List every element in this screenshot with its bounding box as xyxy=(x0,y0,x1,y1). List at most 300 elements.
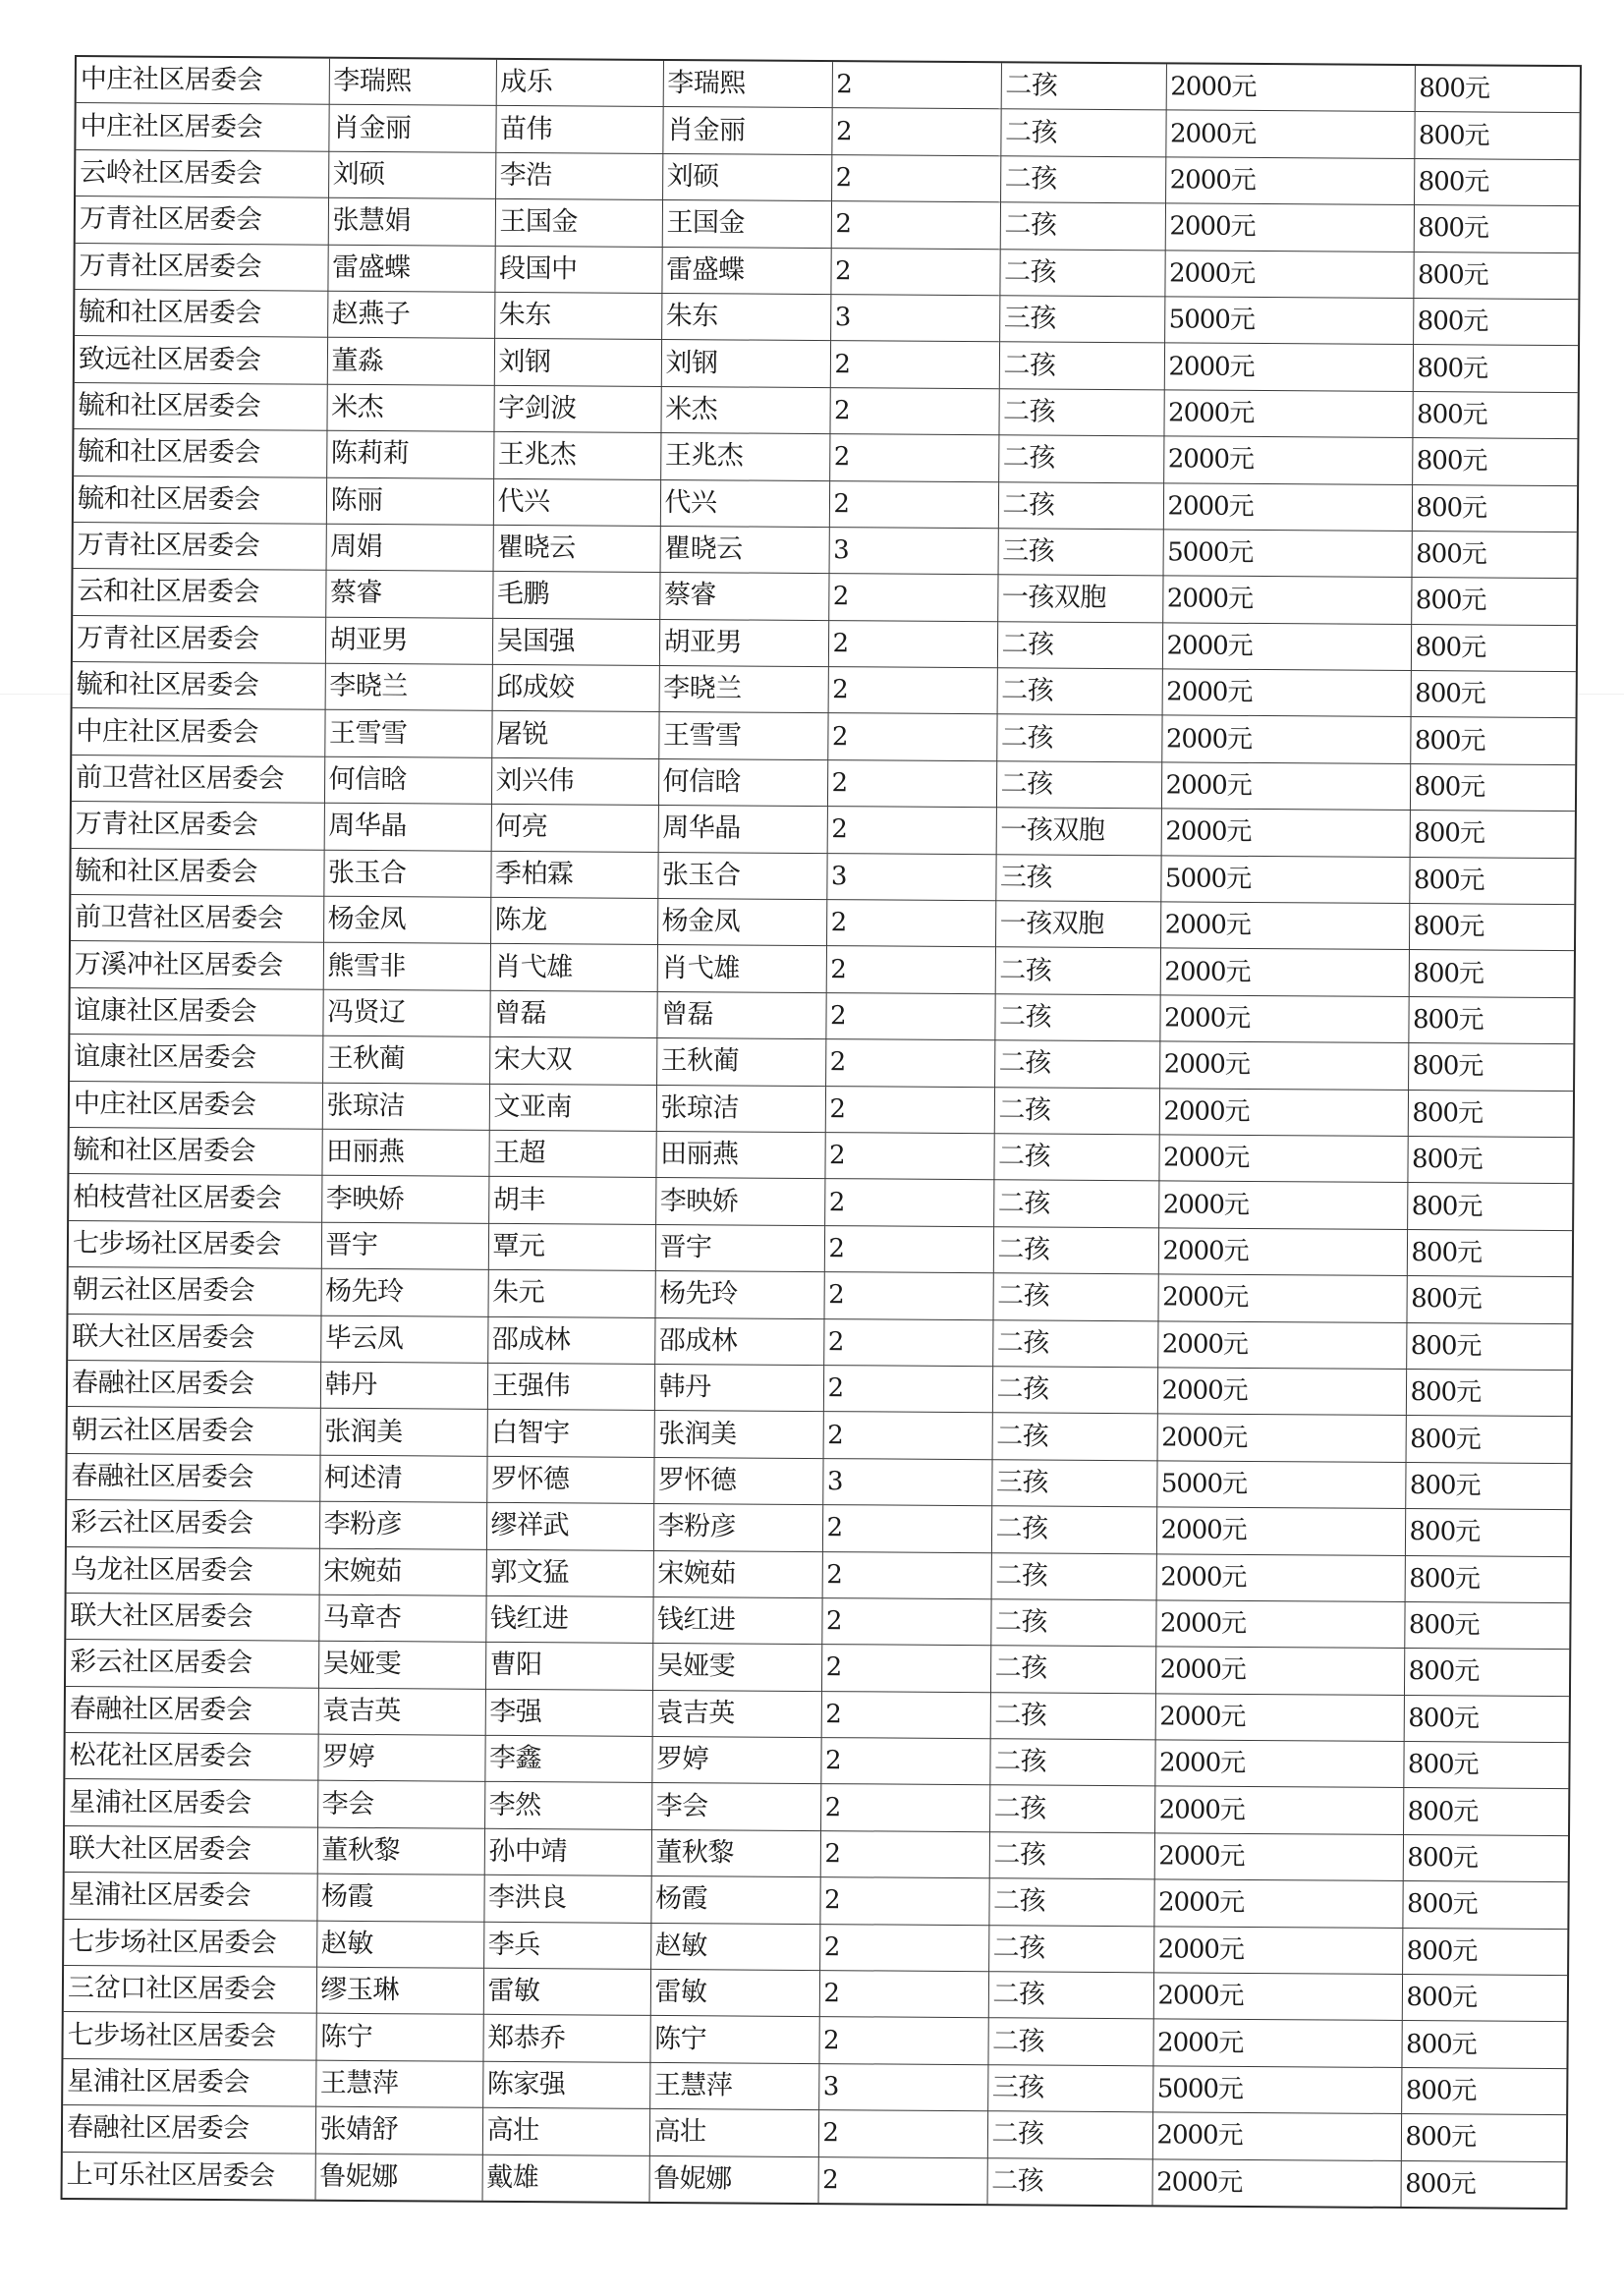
name-cell: 李粉彦 xyxy=(319,1501,486,1549)
birth-type-cell: 二孩 xyxy=(992,1367,1157,1415)
birth-type-cell: 三孩 xyxy=(999,296,1164,344)
reward-amount-cell: 2000元 xyxy=(1159,1088,1408,1136)
birth-type-cell: 二孩 xyxy=(989,1785,1154,1833)
spouse-name-cell: 吴国强 xyxy=(492,618,659,666)
reward-amount-cell: 2000元 xyxy=(1157,1274,1406,1322)
subsidy-amount-cell: 800元 xyxy=(1413,298,1578,346)
recipient-cell: 李粉彦 xyxy=(653,1504,822,1552)
recipient-cell: 王雪雪 xyxy=(658,712,827,760)
subsidy-amount-cell: 800元 xyxy=(1402,1975,1567,2023)
name-cell: 陈宁 xyxy=(315,2014,482,2062)
reward-amount-cell: 2000元 xyxy=(1154,1833,1403,1881)
recipient-cell: 王秋蔺 xyxy=(656,1038,825,1087)
subsidy-amount-cell: 800元 xyxy=(1412,531,1577,579)
birth-type-cell: 二孩 xyxy=(988,1972,1153,2020)
spouse-name-cell: 刘钢 xyxy=(494,339,661,387)
spouse-name-cell: 李强 xyxy=(485,1689,652,1737)
name-cell: 张琼洁 xyxy=(322,1083,489,1131)
community-cell: 松花社区居委会 xyxy=(65,1733,317,1781)
community-cell: 万青社区居委会 xyxy=(75,243,327,291)
spouse-name-cell: 曾磊 xyxy=(489,990,656,1038)
spouse-name-cell: 季柏霖 xyxy=(490,851,657,899)
community-cell: 七步场社区居委会 xyxy=(64,1919,316,1967)
name-cell: 张慧娟 xyxy=(328,197,495,246)
name-cell: 李会 xyxy=(317,1781,484,1829)
child-count-cell: 2 xyxy=(824,1133,993,1181)
community-cell: 前卫营社区居委会 xyxy=(72,755,324,803)
spouse-name-cell: 邵成林 xyxy=(487,1316,654,1365)
subsidy-amount-cell: 800元 xyxy=(1406,1276,1571,1324)
recipient-cell: 肖金丽 xyxy=(662,107,831,155)
reward-amount-cell: 2000元 xyxy=(1163,390,1412,438)
recipient-cell: 杨金凤 xyxy=(657,898,826,946)
birth-type-cell: 二孩 xyxy=(987,2157,1152,2205)
community-cell: 云和社区居委会 xyxy=(73,569,325,617)
reward-amount-cell: 2000元 xyxy=(1162,576,1411,624)
name-cell: 李晓兰 xyxy=(325,663,492,711)
spouse-name-cell: 李鑫 xyxy=(484,1735,651,1783)
birth-type-cell: 二孩 xyxy=(996,761,1161,810)
spouse-name-cell: 胡丰 xyxy=(488,1177,655,1225)
subsidy-amount-cell: 800元 xyxy=(1409,857,1574,905)
child-count-cell: 2 xyxy=(828,574,997,622)
reward-amount-cell: 2000元 xyxy=(1159,1041,1408,1090)
recipient-cell: 雷盛蝶 xyxy=(661,247,830,295)
subsidy-amount-cell: 800元 xyxy=(1414,205,1579,253)
name-cell: 周娟 xyxy=(326,524,493,572)
subsidy-amount-cell: 800元 xyxy=(1413,252,1578,300)
name-cell: 冯贤辽 xyxy=(322,989,489,1037)
spouse-name-cell: 字剑波 xyxy=(493,385,660,433)
child-count-cell: 2 xyxy=(818,2017,987,2065)
child-count-cell: 2 xyxy=(825,992,994,1040)
subsidy-amount-cell: 800元 xyxy=(1408,1090,1573,1138)
recipient-cell: 晋宇 xyxy=(655,1224,824,1272)
reward-amount-cell: 2000元 xyxy=(1155,1694,1404,1742)
record-table-frame xyxy=(61,55,1582,2210)
name-cell: 何信晗 xyxy=(324,756,491,805)
reward-amount-cell: 2000元 xyxy=(1165,110,1414,158)
recipient-cell: 罗怀德 xyxy=(653,1457,822,1505)
community-cell: 毓和社区居委会 xyxy=(71,848,323,896)
community-cell: 星浦社区居委会 xyxy=(63,2058,315,2106)
subsidy-amount-cell: 800元 xyxy=(1410,763,1575,812)
reward-amount-cell: 2000元 xyxy=(1158,1228,1407,1276)
birth-type-cell: 二孩 xyxy=(987,2111,1152,2159)
name-cell: 王雪雪 xyxy=(324,710,491,758)
community-cell: 谊康社区居委会 xyxy=(70,987,322,1036)
name-cell: 赵敏 xyxy=(316,1921,483,1969)
spouse-name-cell: 李然 xyxy=(484,1782,651,1830)
community-cell: 毓和社区居委会 xyxy=(69,1127,321,1175)
community-cell: 谊康社区居委会 xyxy=(70,1035,322,1083)
community-cell: 万青社区居委会 xyxy=(72,802,324,850)
birth-type-cell: 二孩 xyxy=(994,1040,1159,1089)
spouse-name-cell: 屠锐 xyxy=(491,711,658,759)
subsidy-amount-cell: 800元 xyxy=(1411,578,1576,626)
name-cell: 袁吉英 xyxy=(318,1688,485,1736)
reward-amount-cell: 2000元 xyxy=(1153,1879,1402,1928)
reward-amount-cell: 5000元 xyxy=(1160,855,1409,903)
community-cell: 毓和社区居委会 xyxy=(74,476,326,524)
community-cell: 春融社区居委会 xyxy=(66,1686,318,1734)
recipient-cell: 钱红进 xyxy=(652,1596,821,1645)
recipient-cell: 杨先玲 xyxy=(654,1271,823,1319)
reward-amount-cell: 2000元 xyxy=(1158,1135,1407,1183)
community-cell: 春融社区居委会 xyxy=(63,2105,315,2154)
subsidy-amount-cell: 800元 xyxy=(1405,2168,1476,2200)
community-cell: 联大社区居委会 xyxy=(65,1825,317,1874)
subsidy-amount-cell: 800元 xyxy=(1403,1742,1568,1790)
birth-type-cell: 二孩 xyxy=(990,1599,1155,1648)
community-cell: 星浦社区居委会 xyxy=(65,1779,317,1827)
community-cell: 柏枝营社区居委会 xyxy=(69,1174,321,1222)
spouse-name-cell: 何亮 xyxy=(491,805,658,853)
subsidy-amount-cell: 800元 xyxy=(1403,1788,1568,1836)
subsidy-amount-cell: 800元 xyxy=(1409,950,1574,998)
subsidy-amount-cell: 800元 xyxy=(1412,391,1577,439)
child-count-cell: 2 xyxy=(823,1318,992,1367)
child-count-cell: 3 xyxy=(822,1458,991,1506)
child-count-cell: 2 xyxy=(829,480,998,529)
spouse-name-cell: 郭文猛 xyxy=(486,1549,653,1597)
name-cell: 柯述清 xyxy=(319,1455,486,1503)
birth-type-cell: 二孩 xyxy=(1000,156,1165,204)
recipient-cell: 宋婉茹 xyxy=(653,1550,822,1598)
recipient-cell: 邵成林 xyxy=(654,1317,823,1366)
child-count-cell: 2 xyxy=(824,1179,993,1227)
birth-type-cell: 二孩 xyxy=(999,342,1164,390)
child-count-cell: 2 xyxy=(819,1877,988,1926)
child-count-cell: 2 xyxy=(825,1039,994,1088)
community-cell: 三岔口社区居委会 xyxy=(64,1965,316,2013)
subsidy-amount-cell: 800元 xyxy=(1407,1229,1572,1277)
recipient-cell: 王兆杰 xyxy=(660,433,829,481)
spouse-name-cell: 瞿晓云 xyxy=(493,525,660,573)
child-count-cell: 2 xyxy=(823,1412,992,1460)
community-cell: 春融社区居委会 xyxy=(68,1360,320,1408)
reward-amount-cell: 5000元 xyxy=(1156,1461,1405,1509)
recipient-cell: 张琼洁 xyxy=(656,1085,825,1133)
birth-type-cell: 三孩 xyxy=(995,854,1160,902)
birth-type-cell: 二孩 xyxy=(999,249,1164,297)
child-count-cell: 2 xyxy=(828,667,997,715)
reward-amount-cell: 2000元 xyxy=(1156,1507,1405,1555)
recipient-cell: 袁吉英 xyxy=(652,1690,821,1738)
subsidy-amount-cell: 800元 xyxy=(1407,1183,1572,1231)
child-count-cell: 2 xyxy=(828,620,997,668)
recipient-cell: 刘硕 xyxy=(662,153,831,201)
spouse-name-cell: 陈龙 xyxy=(490,897,657,945)
spouse-name-cell: 段国中 xyxy=(494,246,661,294)
child-count-cell: 2 xyxy=(822,1505,991,1553)
child-count-cell: 2 xyxy=(824,1225,993,1273)
birth-type-cell: 二孩 xyxy=(989,1739,1154,1787)
name-cell: 王秋蔺 xyxy=(322,1036,489,1084)
child-count-cell: 2 xyxy=(819,1971,988,2019)
reward-amount-cell: 5000元 xyxy=(1163,530,1412,578)
name-cell: 张婧舒 xyxy=(315,2106,482,2155)
child-count-cell: 3 xyxy=(830,295,999,343)
name-cell: 赵燕子 xyxy=(327,291,494,339)
spouse-name-cell: 孙中靖 xyxy=(484,1828,651,1876)
community-cell: 万青社区居委会 xyxy=(73,615,325,663)
birth-type-cell: 二孩 xyxy=(992,1273,1157,1321)
spouse-name-cell: 苗伟 xyxy=(495,106,662,154)
reward-amount-cell: 2000元 xyxy=(1161,809,1410,857)
name-cell: 杨金凤 xyxy=(323,896,490,944)
name-cell: 宋婉茹 xyxy=(319,1548,486,1596)
birth-type-cell: 二孩 xyxy=(992,1413,1157,1461)
community-cell: 七步场社区居委会 xyxy=(69,1220,321,1268)
name-cell: 李瑞熙 xyxy=(329,59,496,106)
name-cell: 吴娅雯 xyxy=(318,1641,485,1689)
name-cell: 罗婷 xyxy=(317,1734,484,1782)
name-cell: 陈莉莉 xyxy=(326,430,493,478)
community-cell: 上可乐社区居委会 xyxy=(63,2152,315,2200)
birth-type-cell: 二孩 xyxy=(992,1319,1157,1368)
reward-amount-cell: 2000元 xyxy=(1152,2112,1401,2160)
name-cell: 田丽燕 xyxy=(321,1129,488,1177)
birth-type-cell: 三孩 xyxy=(998,529,1163,577)
child-count-cell: 2 xyxy=(823,1366,992,1414)
subsidy-amount-cell: 800元 xyxy=(1405,1555,1570,1603)
reward-amount-cell: 5000元 xyxy=(1152,2066,1401,2114)
birth-type-cell: 二孩 xyxy=(991,1506,1156,1554)
recipient-cell: 陈宁 xyxy=(649,2016,818,2064)
recipient-cell: 胡亚男 xyxy=(659,619,828,667)
birth-type-cell: 二孩 xyxy=(998,388,1163,436)
birth-type-cell: 二孩 xyxy=(989,1832,1154,1880)
spouse-name-cell: 刘兴伟 xyxy=(491,757,658,806)
name-cell: 刘硕 xyxy=(328,151,495,199)
spouse-name-cell: 郑恭乔 xyxy=(482,2015,649,2063)
community-cell: 毓和社区居委会 xyxy=(74,382,326,430)
spouse-name-cell: 毛鹏 xyxy=(492,572,659,620)
recipient-cell: 韩丹 xyxy=(654,1364,823,1412)
community-cell: 朝云社区居委会 xyxy=(68,1407,320,1455)
reward-amount-cell: 2000元 xyxy=(1159,995,1408,1043)
child-count-cell: 2 xyxy=(823,1272,992,1320)
reward-amount-cell: 2000元 xyxy=(1155,1600,1404,1649)
spouse-name-cell: 文亚南 xyxy=(489,1084,656,1132)
subsidy-amount-cell: 800元 xyxy=(1411,624,1576,672)
table-row xyxy=(63,2152,1566,2208)
community-cell: 云岭社区居委会 xyxy=(76,149,328,197)
spouse-name-cell: 朱东 xyxy=(494,292,661,340)
child-count-cell: 2 xyxy=(825,1086,994,1134)
community-cell: 星浦社区居委会 xyxy=(64,1873,316,1921)
name-cell: 陈丽 xyxy=(326,477,493,526)
spouse-name-cell: 李浩 xyxy=(495,152,662,200)
name-cell: 李映娇 xyxy=(321,1176,488,1224)
child-count-cell: 2 xyxy=(826,900,995,948)
spouse-name-cell: 曹阳 xyxy=(485,1643,652,1691)
subsidy-amount-cell: 800元 xyxy=(1401,2021,1566,2069)
birth-type-cell: 二孩 xyxy=(988,1878,1153,1927)
spouse-name-cell: 肖弋雄 xyxy=(490,944,657,992)
community-cell: 中庄社区居委会 xyxy=(70,1081,322,1129)
community-cell: 万溪冲社区居委会 xyxy=(71,941,323,989)
subsidy-amount-cell: 800元 xyxy=(1414,158,1579,206)
name-cell: 缪玉琳 xyxy=(316,1967,483,2015)
name-cell: 张润美 xyxy=(320,1409,487,1457)
subsidy-amount-cell: 800元 xyxy=(1404,1601,1569,1650)
child-count-cell: 2 xyxy=(820,1738,989,1786)
reward-amount-cell: 2000元 xyxy=(1166,64,1415,112)
child-count-cell: 3 xyxy=(829,528,998,576)
recipient-cell: 张润美 xyxy=(654,1411,823,1459)
subsidy-amount-cell: 800元 xyxy=(1409,904,1574,952)
birth-type-cell: 二孩 xyxy=(998,481,1163,530)
birth-type-cell: 二孩 xyxy=(990,1646,1155,1694)
child-count-cell: 2 xyxy=(830,248,999,296)
recipient-cell: 李晓兰 xyxy=(659,666,828,714)
reward-amount-cell: 2000元 xyxy=(1165,157,1414,205)
spouse-name-cell: 高壮 xyxy=(482,2107,649,2155)
recipient-cell: 蔡睿 xyxy=(659,573,828,621)
reward-amount-cell: 2000元 xyxy=(1154,1786,1403,1834)
spouse-name-cell: 朱元 xyxy=(487,1269,654,1317)
spouse-name-cell: 雷敏 xyxy=(483,1968,650,2016)
reward-amount-cell: 2000元 xyxy=(1156,1553,1405,1601)
recipient-cell: 吴娅雯 xyxy=(652,1644,821,1692)
record-table xyxy=(63,57,1580,2208)
subsidy-amount-cell: 800元 xyxy=(1404,1695,1569,1743)
reward-amount-cell: 2000元 xyxy=(1153,1973,1402,2021)
name-cell: 董淼 xyxy=(327,338,494,386)
spouse-name-cell: 成乐 xyxy=(496,60,663,107)
spouse-name-cell: 王强伟 xyxy=(487,1363,654,1411)
child-count-cell: 3 xyxy=(826,853,995,901)
name-cell: 毕云凤 xyxy=(320,1315,487,1364)
birth-type-cell: 二孩 xyxy=(1000,202,1165,251)
recipient-cell: 罗婷 xyxy=(651,1736,820,1784)
child-count-cell: 2 xyxy=(818,2156,987,2204)
recipient-cell: 田丽燕 xyxy=(655,1131,824,1179)
spouse-name-cell: 罗怀德 xyxy=(486,1456,653,1504)
community-cell: 七步场社区居委会 xyxy=(63,2012,315,2060)
child-count-cell: 2 xyxy=(821,1597,990,1646)
community-cell: 致远社区居委会 xyxy=(75,336,327,384)
spouse-name-cell: 李兵 xyxy=(483,1922,650,1970)
community-cell: 联大社区居委会 xyxy=(68,1314,320,1362)
community-cell: 朝云社区居委会 xyxy=(69,1267,321,1315)
community-cell: 乌龙社区居委会 xyxy=(67,1546,319,1595)
community-cell: 彩云社区居委会 xyxy=(66,1640,318,1688)
name-cell: 晋宇 xyxy=(321,1222,488,1270)
spouse-name-cell: 钱红进 xyxy=(485,1595,652,1644)
subsidy-amount-cell: 800元 xyxy=(1406,1416,1571,1464)
birth-type-cell: 一孩双胞 xyxy=(997,575,1162,623)
birth-type-cell: 二孩 xyxy=(993,1134,1158,1182)
child-count-cell: 2 xyxy=(821,1691,990,1739)
community-cell: 联大社区居委会 xyxy=(66,1593,318,1641)
birth-type-cell: 二孩 xyxy=(991,1552,1156,1600)
subsidy-amount-cell: 800元 xyxy=(1415,66,1580,113)
spouse-name-cell: 宋大双 xyxy=(489,1037,656,1086)
birth-type-cell: 二孩 xyxy=(997,668,1162,716)
reward-amount-cell: 2000元 xyxy=(1160,948,1409,996)
subsidy-amount-cell: 800元 xyxy=(1406,1369,1571,1417)
recipient-cell: 董秋黎 xyxy=(651,1829,820,1877)
community-cell: 毓和社区居委会 xyxy=(73,662,325,710)
reward-amount-cell: 2000元 xyxy=(1152,2019,1401,2067)
birth-type-cell: 二孩 xyxy=(993,1226,1158,1274)
community-cell: 中庄社区居委会 xyxy=(72,708,324,756)
subsidy-amount-cell: 800元 xyxy=(1405,1462,1570,1510)
recipient-cell: 鲁妮娜 xyxy=(649,2155,818,2203)
reward-amount-cell: 2000元 xyxy=(1157,1368,1406,1416)
community-cell: 中庄社区居委会 xyxy=(76,103,328,151)
recipient-cell: 刘钢 xyxy=(661,340,830,388)
reward-amount-cell: 2000元 xyxy=(1164,343,1413,391)
child-count-cell: 2 xyxy=(818,2110,987,2158)
name-cell: 王慧萍 xyxy=(315,2060,482,2108)
birth-type-cell: 二孩 xyxy=(998,435,1163,483)
child-count-cell: 3 xyxy=(818,2063,987,2111)
child-count-cell: 2 xyxy=(820,1830,989,1878)
recipient-cell: 高壮 xyxy=(649,2109,818,2157)
birth-type-cell: 一孩双胞 xyxy=(996,808,1161,856)
recipient-cell: 肖弋雄 xyxy=(657,945,826,993)
reward-amount-cell: 2000元 xyxy=(1157,1414,1406,1462)
reward-amount-cell: 2000元 xyxy=(1162,623,1411,671)
community-cell: 万青社区居委会 xyxy=(76,196,328,245)
name-cell: 熊雪非 xyxy=(323,943,490,991)
name-cell: 马章杏 xyxy=(318,1595,485,1643)
birth-type-cell: 一孩双胞 xyxy=(995,901,1160,949)
child-count-cell: 2 xyxy=(827,807,996,855)
birth-type-cell: 二孩 xyxy=(996,714,1161,762)
recipient-cell: 赵敏 xyxy=(650,1923,819,1971)
name-cell: 周华晶 xyxy=(324,803,491,851)
birth-type-cell: 三孩 xyxy=(987,2065,1152,2113)
child-count-cell: 2 xyxy=(830,341,999,389)
community-cell: 彩云社区居委会 xyxy=(67,1500,319,1548)
subsidy-amount-cell: 800元 xyxy=(1408,996,1573,1044)
recipient-cell: 代兴 xyxy=(660,479,829,528)
child-count-cell: 2 xyxy=(820,1784,989,1832)
child-count-cell: 2 xyxy=(827,713,996,761)
reward-amount-cell: 2000元 xyxy=(1161,715,1410,763)
name-cell: 鲁妮娜 xyxy=(315,2154,482,2201)
birth-type-cell: 二孩 xyxy=(994,994,1159,1042)
subsidy-amount-cell: 800元 xyxy=(1411,671,1576,719)
name-cell: 董秋黎 xyxy=(317,1827,484,1875)
child-count-cell: 2 xyxy=(826,946,995,994)
recipient-cell: 王国金 xyxy=(662,200,831,249)
spouse-name-cell: 代兴 xyxy=(493,478,660,527)
reward-amount-cell: 5000元 xyxy=(1164,297,1413,345)
name-cell: 张玉合 xyxy=(323,850,490,898)
reward-amount-cell: 2000元 xyxy=(1152,2158,1401,2207)
reward-amount-cell: 2000元 xyxy=(1155,1647,1404,1695)
spouse-name-cell: 陈家强 xyxy=(482,2061,649,2109)
child-count-cell: 2 xyxy=(832,62,1001,109)
child-count-cell: 2 xyxy=(831,201,1000,250)
child-count-cell: 2 xyxy=(819,1924,988,1972)
child-count-cell: 2 xyxy=(821,1645,990,1693)
birth-type-cell: 二孩 xyxy=(995,947,1160,995)
birth-type-cell: 三孩 xyxy=(991,1459,1156,1507)
reward-amount-cell: 2000元 xyxy=(1160,902,1409,950)
name-cell: 米杰 xyxy=(326,384,493,432)
recipient-cell: 王慧萍 xyxy=(649,2062,818,2110)
subsidy-amount-cell: 800元 xyxy=(1414,112,1579,160)
recipient-cell: 米杰 xyxy=(660,386,829,434)
recipient-cell: 李瑞熙 xyxy=(663,61,832,108)
